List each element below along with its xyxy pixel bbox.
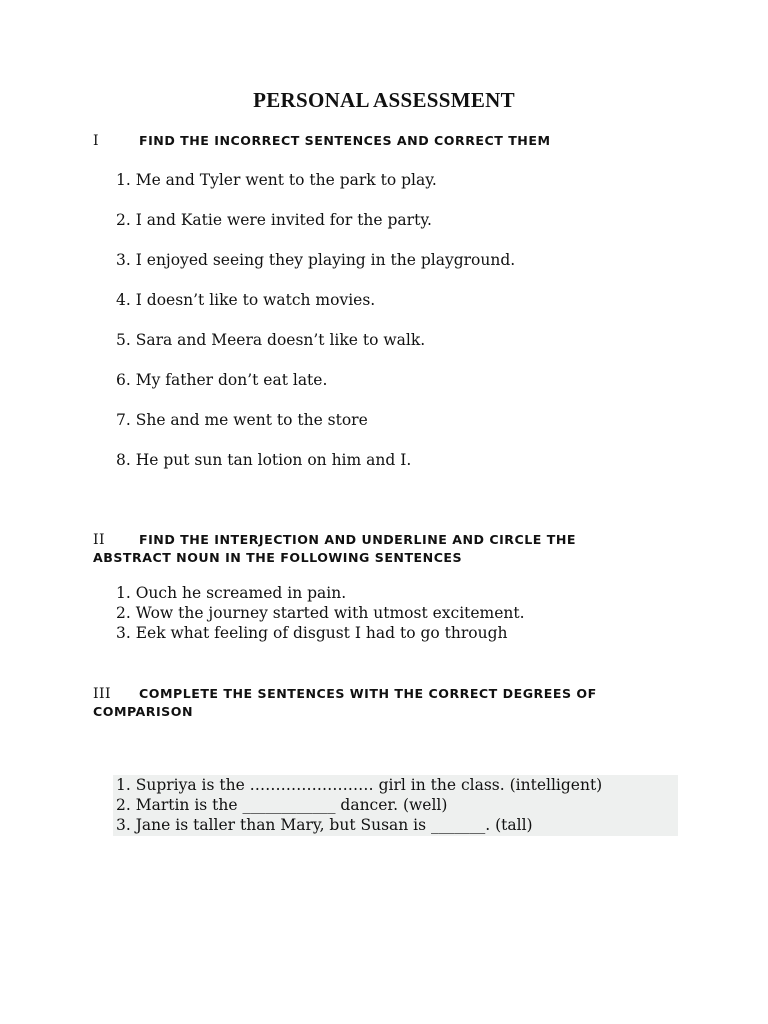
section-3-heading-line1: COMPLETE THE SENTENCES WITH THE CORRECT DEGREES OF — [139, 686, 597, 701]
section-2-heading-line1: FIND THE INTERJECTION AND UNDERLINE AND CIRCLE THE — [139, 532, 576, 547]
list-item: 2. Wow the journey started with utmost excitement. — [116, 604, 525, 622]
section-2-heading — [93, 531, 576, 567]
section-3-numeral: III — [93, 686, 112, 702]
list-item: 8. He put sun tan lotion on him and I. — [116, 451, 412, 469]
section-2-numeral: II — [93, 532, 106, 548]
list-item: 1. Ouch he screamed in pain. — [116, 584, 347, 602]
section-3-list — [116, 775, 602, 835]
section-1-heading — [93, 132, 550, 150]
section-2-heading-line2: ABSTRACT NOUN IN THE FOLLOWING SENTENCES — [93, 550, 463, 565]
section-1-numeral: I — [93, 133, 100, 149]
section-3-heading — [93, 685, 597, 721]
list-item: 5. Sara and Meera doesn’t like to walk. — [116, 331, 426, 349]
section-3-heading-line2: COMPARISON — [93, 704, 193, 719]
section-1-list — [116, 170, 515, 490]
list-item: 6. My father don’t eat late. — [116, 371, 328, 389]
list-item: 4. I doesn’t like to watch movies. — [116, 291, 376, 309]
list-item: 7. She and me went to the store — [116, 411, 368, 429]
list-item: 3. I enjoyed seeing they playing in the playground. — [116, 251, 516, 269]
list-item: 1. Supriya is the …………………… girl in the class. (intelligent) — [116, 776, 603, 794]
section-2-list — [116, 583, 525, 643]
page-title: PERSONAL ASSESSMENT — [253, 88, 515, 112]
list-item: 3. Eek what feeling of disgust I had to go through — [116, 624, 508, 642]
list-item: 3. Jane is taller than Mary, but Susan is _______. (tall) — [116, 816, 533, 834]
list-item: 1. Me and Tyler went to the park to play. — [116, 171, 437, 189]
section-1-heading-text: FIND THE INCORRECT SENTENCES AND CORRECT THEM — [139, 133, 551, 148]
list-item: 2. I and Katie were invited for the party. — [116, 211, 432, 229]
list-item: 2. Martin is the ____________ dancer. (well) — [116, 796, 448, 814]
